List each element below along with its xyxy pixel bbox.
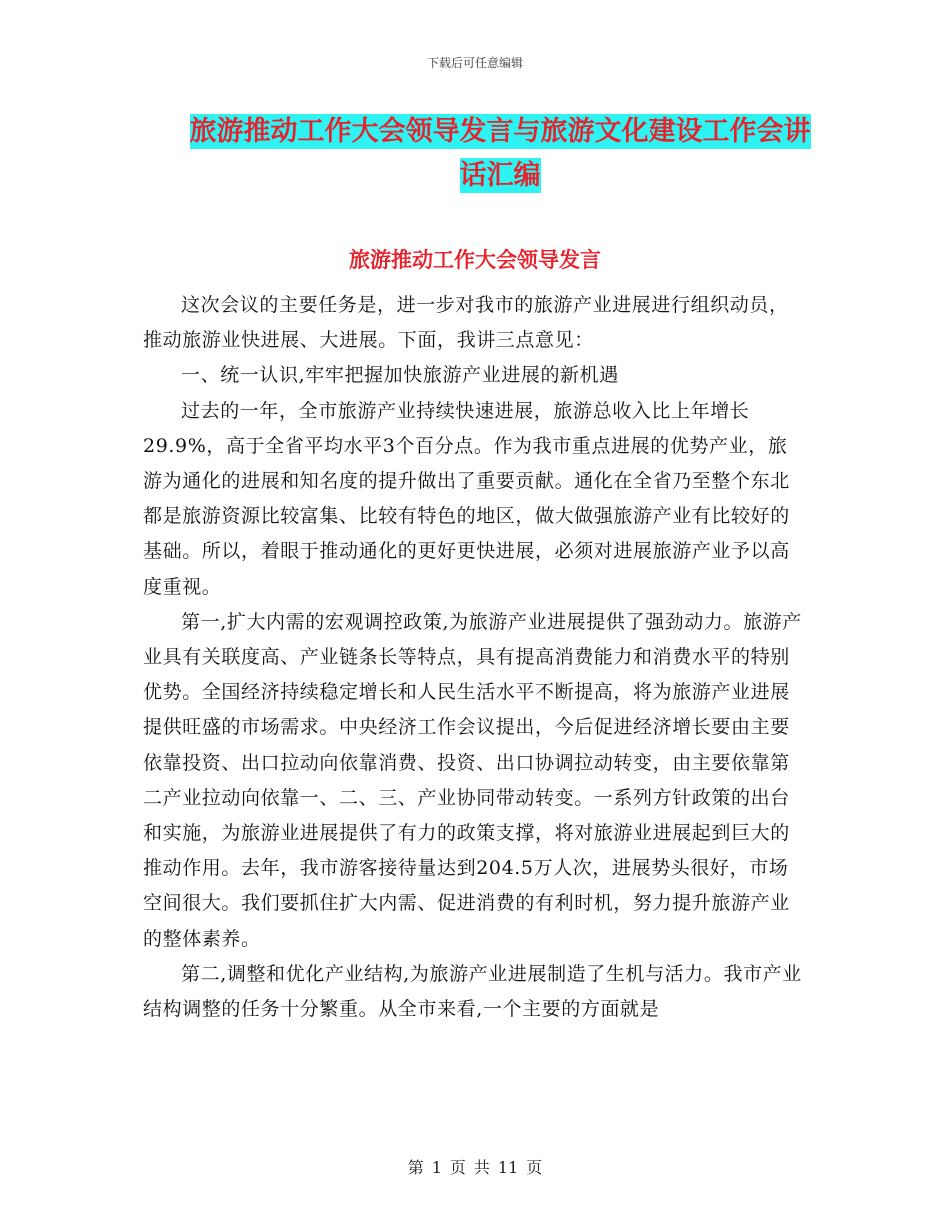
header-note: 下载后可任意编辑 [426, 56, 523, 70]
footer-total-pages: 11 [497, 1158, 519, 1177]
footer-total-label: 共 [473, 1158, 490, 1177]
section-heading: 旅游推动工作大会领导发言 [349, 248, 601, 272]
paragraph-subheading: 一、统一认识,牢牢把握加快旅游产业进展的新机遇 [181, 364, 619, 387]
footer-page-number: 1 [431, 1158, 442, 1177]
paragraph: 过去的一年，全市旅游产业持续快速进展，旅游总收入比上年增长29.9%，高于全省平均水平3个百分点。作为我市重点进展的优势产业，旅游为通化的进展和知名度的提升做出了重要贡献。通化在全省乃至整个东北都是旅游资源比较富集、比较有特色的地区，做大做强旅游产业有比较好的基础。所以，着眼于推动通化的更好更快进展，必须对进展旅游产业予以高度重视。 [143, 399, 790, 598]
document-body [143, 288, 807, 1027]
paragraph: 第一,扩大内需的宏观调控政策,为旅游产业进展提供了强劲动力。旅游产业具有关联度高、产业链条长等特点，具有提高消费能力和消费水平的特别优势。全国经济持续稳定增长和人民生活水平不断提高，将为旅游产业进展提供旺盛的市场需求。中央经济工作会议提出，今后促进经济增长要由主要依靠投资、出口拉动向依靠消费、投资、出口协调拉动转变，由主要依靠第二产业拉动向依靠一、二、三、产业协同带动转变。一系列方针政策的出台和实施，为旅游业进展提供了有力的政策支撑，将对旅游业进展起到巨大的推动作用。去年，我市游客接待量达到204.5万人次，进展势头很好，市场空间很大。我们要抓住扩大内需、促进消费的有利时机，努力提升旅游产业的整体素养。 [143, 610, 802, 950]
footer-prefix: 第 [407, 1158, 424, 1177]
document-title [180, 110, 820, 198]
page-footer [0, 1155, 950, 1178]
document-title-text: 旅游推动工作大会领导发言与旅游文化建设工作会讲话汇编 [189, 116, 811, 191]
paragraph: 第二,调整和优化产业结构,为旅游产业进展制造了生机与活力。我市产业结构调整的任务十分繁重。从全市来看,一个主要的方面就是 [143, 962, 802, 1021]
footer-page-label: 页 [449, 1158, 466, 1177]
footer-suffix: 页 [526, 1158, 543, 1177]
paragraph: 这次会议的主要任务是，进一步对我市的旅游产业进展进行组织动员，推动旅游业快进展、大进展。下面，我讲三点意见： [143, 294, 789, 352]
